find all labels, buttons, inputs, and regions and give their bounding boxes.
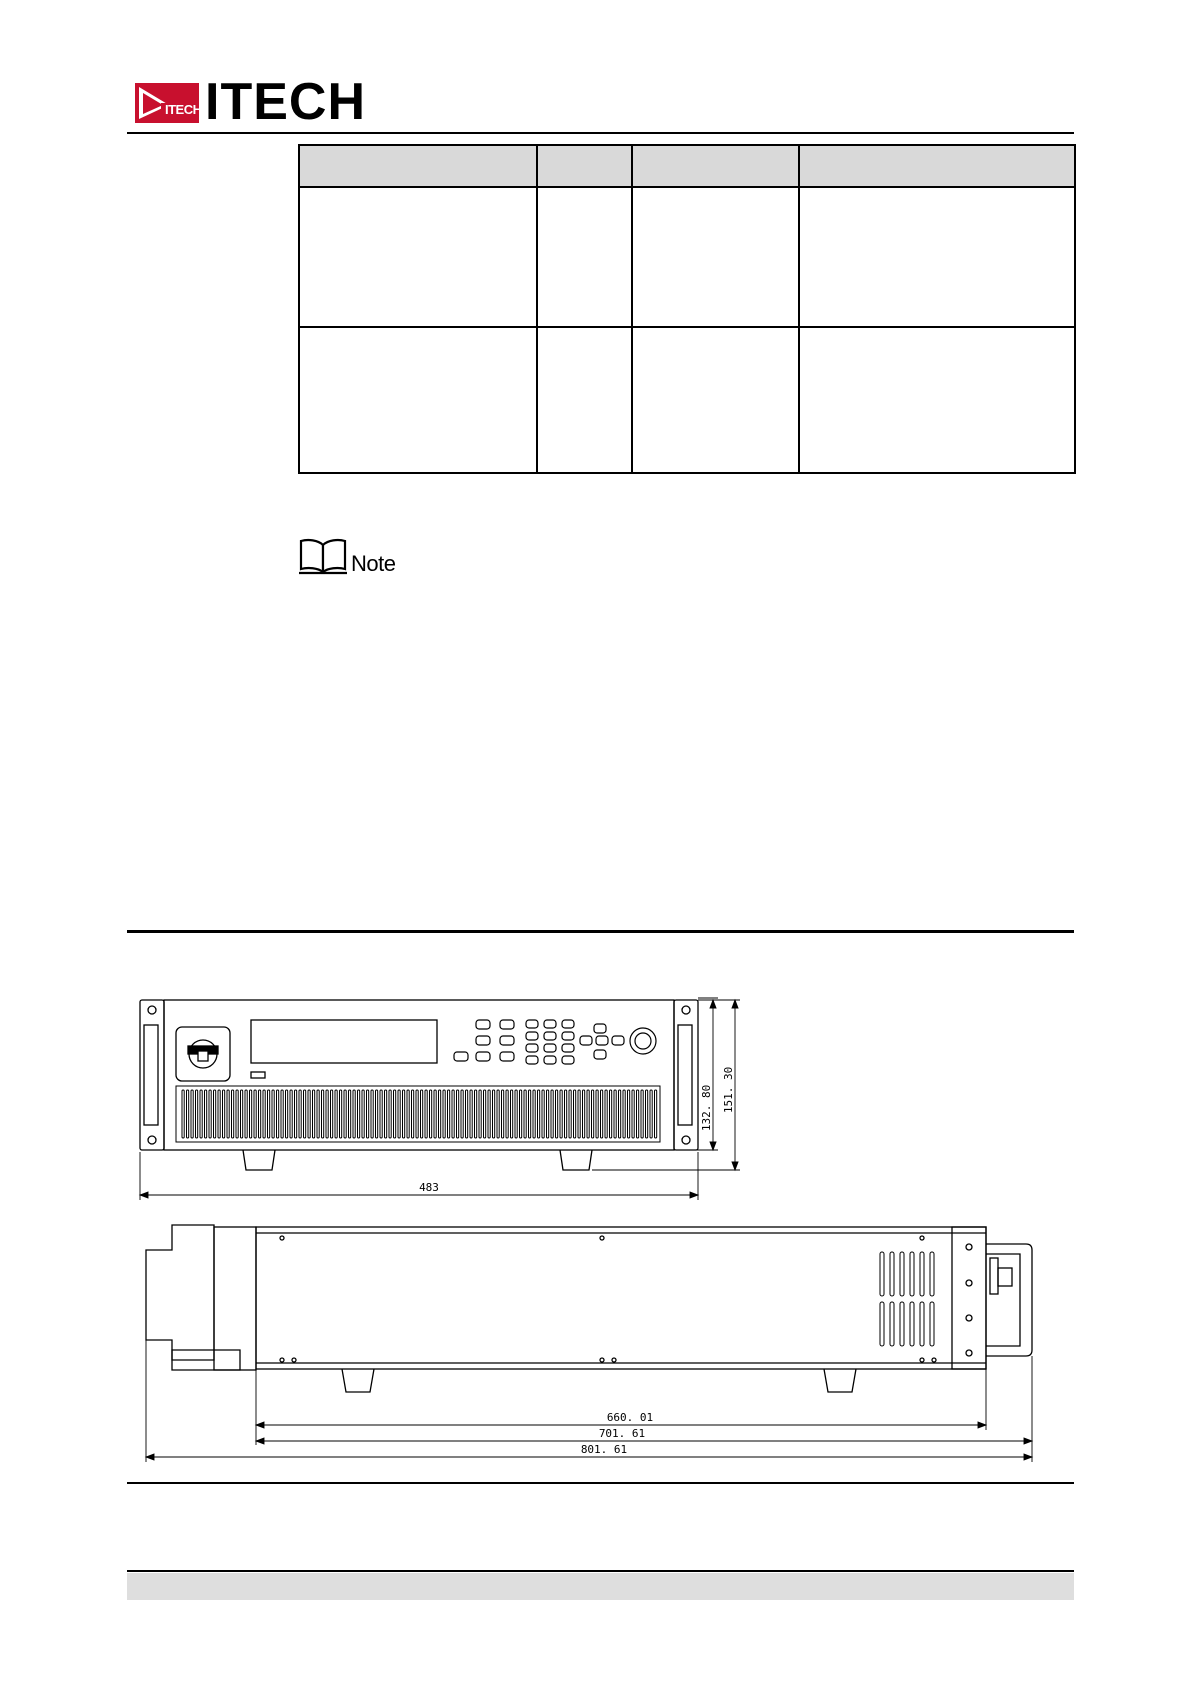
logo-small-text: ITECH: [165, 102, 202, 117]
dim-depth-801-label: 801. 61: [580, 1443, 628, 1456]
footer-rule: [127, 1570, 1074, 1572]
note-label: Note: [351, 551, 396, 576]
front-view: [140, 1000, 698, 1170]
dim-height-inner-label: 132. 80: [700, 1084, 713, 1132]
dim-depth-701-label: 701. 61: [598, 1427, 646, 1440]
dim-width-label: 483: [419, 1181, 439, 1194]
side-vents: [880, 1252, 934, 1346]
vent-lines: [182, 1090, 657, 1138]
side-view: [146, 1225, 1032, 1392]
dim-height-outer-label: 151. 30: [722, 1066, 735, 1114]
dim-depth-660-label: 660. 01: [606, 1411, 654, 1424]
footer-band: [127, 1573, 1074, 1600]
logo-wordmark: ITECH: [205, 73, 366, 131]
drawing-bottom-rule: [127, 1482, 1074, 1484]
